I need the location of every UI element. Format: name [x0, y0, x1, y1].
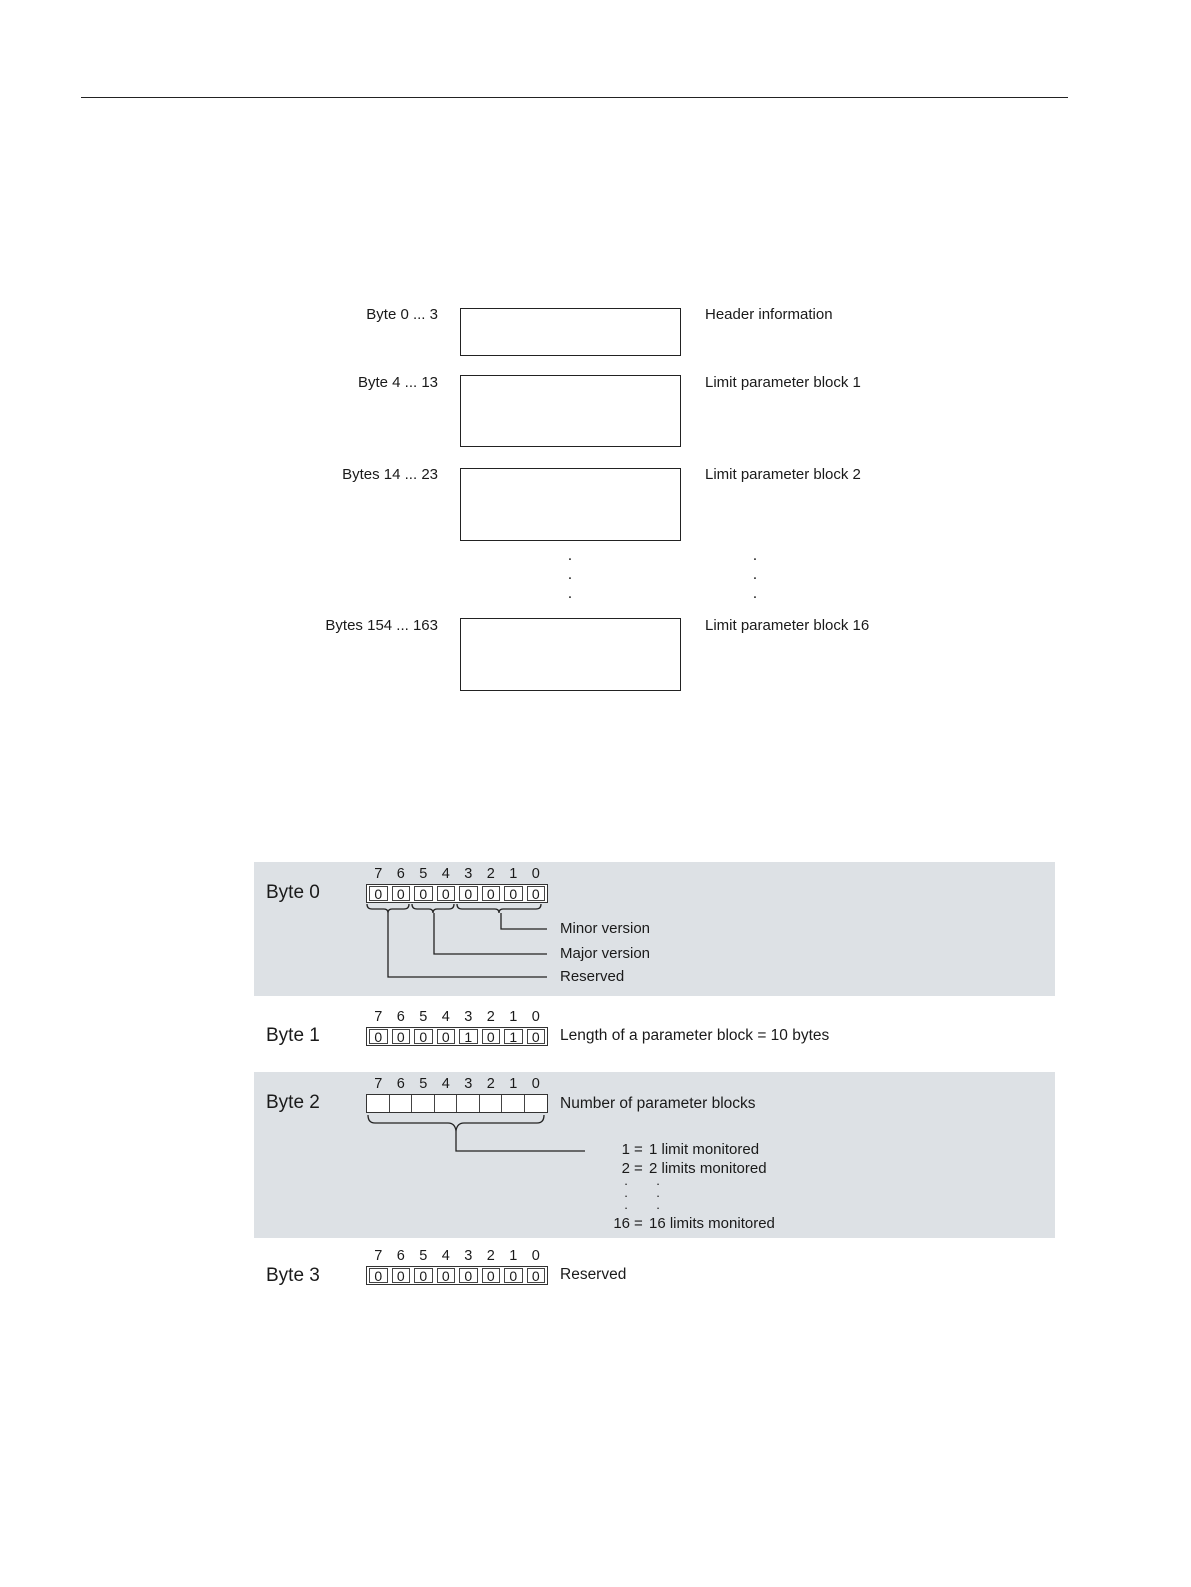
bit-cell: 0	[367, 1267, 390, 1284]
brace-number-of-blocks	[368, 1115, 544, 1131]
leader-major	[434, 913, 547, 954]
bit-cell: 0	[435, 1028, 458, 1045]
bit-cell: 0	[525, 1267, 548, 1284]
value-num-1: 1	[621, 1141, 630, 1158]
bit-cell: 0	[480, 885, 503, 902]
bit-cell: 0	[390, 885, 413, 902]
value-text-16: 16 limits monitored	[649, 1215, 775, 1232]
ellipsis-dots-center: . . .	[567, 547, 573, 602]
value-eq-16: =	[634, 1215, 643, 1232]
bit-cell: 0	[367, 885, 390, 902]
value-ellipsis-text: . . .	[656, 1173, 660, 1212]
bit-cell: 0	[502, 885, 525, 902]
bit-cell: 0	[435, 1267, 458, 1284]
bit-cell: 0	[525, 1028, 548, 1045]
byte3-label: Byte 3	[266, 1265, 320, 1286]
leader-reserved	[388, 913, 547, 977]
bit-cell: 0	[480, 1028, 503, 1045]
range-label-block1: Byte 4 ... 13	[357, 374, 438, 391]
value-eq-2: =	[634, 1160, 643, 1177]
field-minor-version: Minor version	[560, 920, 651, 937]
bit-cell: 0	[502, 1267, 525, 1284]
byte1-note: Length of a parameter block = 10 bytes	[560, 1027, 830, 1044]
field-major-version: Major version	[560, 945, 651, 962]
byte1-bit-numbers: 7 6 5 4 3 2 1 0	[374, 1009, 540, 1025]
value-eq-1: =	[634, 1141, 643, 1158]
byte0-label: Byte 0	[266, 882, 320, 903]
brace-major	[412, 904, 454, 913]
value-num-2: 2	[621, 1160, 630, 1177]
byte2-bit-numbers: 7 6 5 4 3 2 1 0	[374, 1076, 540, 1092]
brace-reserved	[367, 904, 409, 913]
bit-cell: 1	[457, 1028, 480, 1045]
desc-label-block2: Limit parameter block 2	[705, 466, 861, 483]
bit-cell: 0	[480, 1267, 503, 1284]
bit-cell: 0	[457, 1267, 480, 1284]
ellipsis-dots-right: . . .	[752, 547, 758, 602]
bit-cell: 0	[435, 885, 458, 902]
bit-cell: 0	[390, 1028, 413, 1045]
value-text-2: 2 limits monitored	[649, 1160, 767, 1177]
range-label-block16: Bytes 154 ... 163	[325, 617, 438, 634]
bit-cell: 0	[412, 1028, 435, 1045]
byte1-label: Byte 1	[266, 1025, 320, 1046]
bit-cell: 0	[390, 1267, 413, 1284]
value-ellipsis-num: . . .	[624, 1173, 628, 1212]
desc-label-block16: Limit parameter block 16	[705, 617, 870, 634]
byte2-label: Byte 2	[266, 1092, 320, 1113]
bit-cell: 0	[525, 885, 548, 902]
value-num-16: 16	[613, 1215, 630, 1232]
bit-cell: 0	[457, 885, 480, 902]
bit-cell: 1	[502, 1028, 525, 1045]
field-reserved: Reserved	[560, 968, 625, 985]
range-label-header: Byte 0 ... 3	[366, 306, 438, 323]
leader-number-of-blocks	[456, 1131, 585, 1151]
leader-minor	[501, 913, 547, 929]
byte2-note: Number of parameter blocks	[560, 1095, 756, 1112]
range-label-block2: Bytes 14 ... 23	[342, 466, 438, 483]
bit-cell: 0	[412, 885, 435, 902]
desc-label-header: Header information	[705, 306, 833, 323]
byte3-bit-numbers: 7 6 5 4 3 2 1 0	[374, 1248, 540, 1264]
byte3-note: Reserved	[560, 1266, 627, 1283]
bit-cell: 0	[367, 1028, 390, 1045]
byte0-bit-numbers: 7 6 5 4 3 2 1 0	[374, 866, 540, 882]
bit-cell: 0	[412, 1267, 435, 1284]
desc-label-block1: Limit parameter block 1	[705, 374, 861, 391]
value-text-1: 1 limit monitored	[649, 1141, 760, 1158]
brace-minor	[457, 904, 541, 913]
